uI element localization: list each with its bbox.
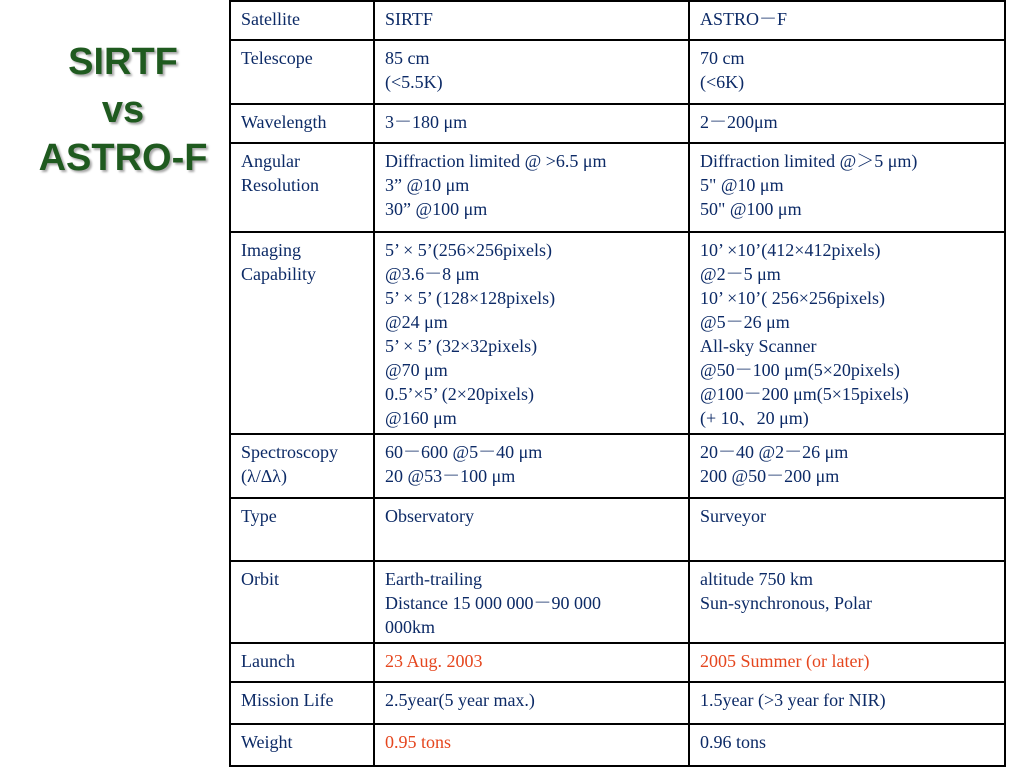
comparison-table bbox=[229, 0, 1006, 767]
sirtf-value-cell bbox=[374, 498, 689, 561]
row-label-cell bbox=[230, 561, 374, 643]
cell-text-line: 200 @50－200 μm bbox=[700, 466, 840, 486]
cell-text-line: Angular bbox=[241, 151, 300, 171]
cell-text-line: @70 μm bbox=[385, 360, 448, 380]
astro-f-value-cell bbox=[689, 682, 1005, 724]
cell-text-line: Spectroscopy bbox=[241, 442, 338, 462]
cell-text-line: 5’ × 5’(256×256pixels) bbox=[385, 240, 552, 260]
astro-f-value-cell bbox=[689, 40, 1005, 104]
cell-text-line: Diffraction limited @＞5 μm) bbox=[700, 151, 918, 171]
cell-text-line: 3” @10 μm bbox=[385, 175, 470, 195]
cell-text-line: Sun-synchronous, Polar bbox=[700, 593, 872, 613]
cell-text-line: All-sky Scanner bbox=[700, 336, 817, 356]
cell-text-line: Type bbox=[241, 506, 277, 526]
cell-text-line: Wavelength bbox=[241, 112, 327, 132]
table-row bbox=[230, 104, 1005, 143]
sirtf-value-cell bbox=[374, 561, 689, 643]
cell-text-line: 30” @100 μm bbox=[385, 199, 488, 219]
cell-text-line: 10’ ×10’( 256×256pixels) bbox=[700, 288, 885, 308]
cell-text-line: @100－200 μm(5×15pixels) bbox=[700, 384, 909, 404]
cell-text-line: 10’ ×10’(412×412pixels) bbox=[700, 240, 881, 260]
cell-text-line: Distance 15 000 000－90 000 bbox=[385, 593, 601, 613]
sirtf-value-cell bbox=[374, 232, 689, 434]
cell-text-line: 70 cm bbox=[700, 48, 745, 68]
cell-text-line: 3－180 μm bbox=[385, 112, 468, 132]
cell-text-line: Capability bbox=[241, 264, 316, 284]
cell-text-line: Imaging bbox=[241, 240, 301, 260]
cell-text-line: 5’ × 5’ (32×32pixels) bbox=[385, 336, 538, 356]
astro-f-value-cell bbox=[689, 104, 1005, 143]
row-label-cell bbox=[230, 232, 374, 434]
cell-text-line: 0.95 tons bbox=[385, 732, 452, 752]
table-row bbox=[230, 143, 1005, 232]
cell-text-line: @2－5 μm bbox=[700, 264, 781, 284]
cell-text-line: Surveyor bbox=[700, 506, 766, 526]
sirtf-value-cell bbox=[374, 40, 689, 104]
astro-f-value-cell bbox=[689, 724, 1005, 766]
table-row bbox=[230, 232, 1005, 434]
cell-text-line: 1.5year (>3 year for NIR) bbox=[700, 690, 886, 710]
astro-f-value-cell bbox=[689, 1, 1005, 40]
cell-text-line: (+ 10、20 μm) bbox=[700, 408, 809, 428]
cell-text-line: Weight bbox=[241, 732, 293, 752]
sirtf-value-cell bbox=[374, 1, 689, 40]
cell-text-line: 5" @10 μm bbox=[700, 175, 784, 195]
cell-text-line: 23 Aug. 2003 bbox=[385, 651, 483, 671]
astro-f-value-cell bbox=[689, 643, 1005, 682]
table-row bbox=[230, 561, 1005, 643]
row-label-cell bbox=[230, 40, 374, 104]
sirtf-value-cell bbox=[374, 682, 689, 724]
cell-text-line: (λ/Δλ) bbox=[241, 466, 288, 486]
cell-text-line: 5’ × 5’ (128×128pixels) bbox=[385, 288, 556, 308]
table-row bbox=[230, 40, 1005, 104]
sirtf-value-cell bbox=[374, 643, 689, 682]
cell-text-line: Earth-trailing bbox=[385, 569, 482, 589]
cell-text-line: @5－26 μm bbox=[700, 312, 790, 332]
sirtf-value-cell bbox=[374, 434, 689, 498]
cell-text-line: 20 @53－100 μm bbox=[385, 466, 516, 486]
row-label-cell bbox=[230, 498, 374, 561]
table-row bbox=[230, 643, 1005, 682]
slide-title bbox=[18, 38, 228, 182]
cell-text-line: Telescope bbox=[241, 48, 313, 68]
cell-text-line: 2－200μm bbox=[700, 112, 778, 132]
cell-text-line: 2.5year(5 year max.) bbox=[385, 690, 535, 710]
cell-text-line: SIRTF bbox=[385, 9, 433, 29]
table-row bbox=[230, 724, 1005, 766]
cell-text-line: @50－100 μm(5×20pixels) bbox=[700, 360, 900, 380]
cell-text-line: 50" @100 μm bbox=[700, 199, 802, 219]
sirtf-value-cell bbox=[374, 143, 689, 232]
title-line-3: ASTRO-F bbox=[38, 137, 208, 179]
cell-text-line: 2005 Summer (or later) bbox=[700, 651, 870, 671]
table-row bbox=[230, 434, 1005, 498]
cell-text-line: Observatory bbox=[385, 506, 474, 526]
cell-text-line: @160 μm bbox=[385, 408, 457, 428]
row-label-cell bbox=[230, 724, 374, 766]
cell-text-line: Satellite bbox=[241, 9, 300, 29]
cell-text-line: 85 cm bbox=[385, 48, 430, 68]
title-line-2: vs bbox=[101, 89, 145, 131]
cell-text-line: (<6K) bbox=[700, 72, 745, 92]
cell-text-line: 0.96 tons bbox=[700, 732, 767, 752]
cell-text-line: 60－600 @5－40 μm bbox=[385, 442, 543, 462]
row-label-cell bbox=[230, 1, 374, 40]
cell-text-line: @24 μm bbox=[385, 312, 448, 332]
cell-text-line: Resolution bbox=[241, 175, 320, 195]
cell-text-line: 20－40 @2－26 μm bbox=[700, 442, 849, 462]
cell-text-line: (<5.5K) bbox=[385, 72, 443, 92]
table-row bbox=[230, 498, 1005, 561]
cell-text-line: Mission Life bbox=[241, 690, 334, 710]
row-label-cell bbox=[230, 434, 374, 498]
table-row bbox=[230, 1, 1005, 40]
row-label-cell bbox=[230, 104, 374, 143]
cell-text-line: 0.5’×5’ (2×20pixels) bbox=[385, 384, 534, 404]
astro-f-value-cell bbox=[689, 143, 1005, 232]
cell-text-line: @3.6－8 μm bbox=[385, 264, 480, 284]
row-label-cell bbox=[230, 643, 374, 682]
cell-text-line: ASTRO－F bbox=[700, 9, 788, 29]
cell-text-line: 000km bbox=[385, 617, 436, 637]
sirtf-value-cell bbox=[374, 724, 689, 766]
row-label-cell bbox=[230, 143, 374, 232]
row-label-cell bbox=[230, 682, 374, 724]
cell-text-line: Orbit bbox=[241, 569, 279, 589]
table-row bbox=[230, 682, 1005, 724]
cell-text-line: Diffraction limited @ >6.5 μm bbox=[385, 151, 607, 171]
cell-text-line: Launch bbox=[241, 651, 295, 671]
astro-f-value-cell bbox=[689, 561, 1005, 643]
astro-f-value-cell bbox=[689, 498, 1005, 561]
sirtf-value-cell bbox=[374, 104, 689, 143]
cell-text-line: altitude 750 km bbox=[700, 569, 813, 589]
title-line-1: SIRTF bbox=[68, 41, 178, 83]
astro-f-value-cell bbox=[689, 232, 1005, 434]
astro-f-value-cell bbox=[689, 434, 1005, 498]
